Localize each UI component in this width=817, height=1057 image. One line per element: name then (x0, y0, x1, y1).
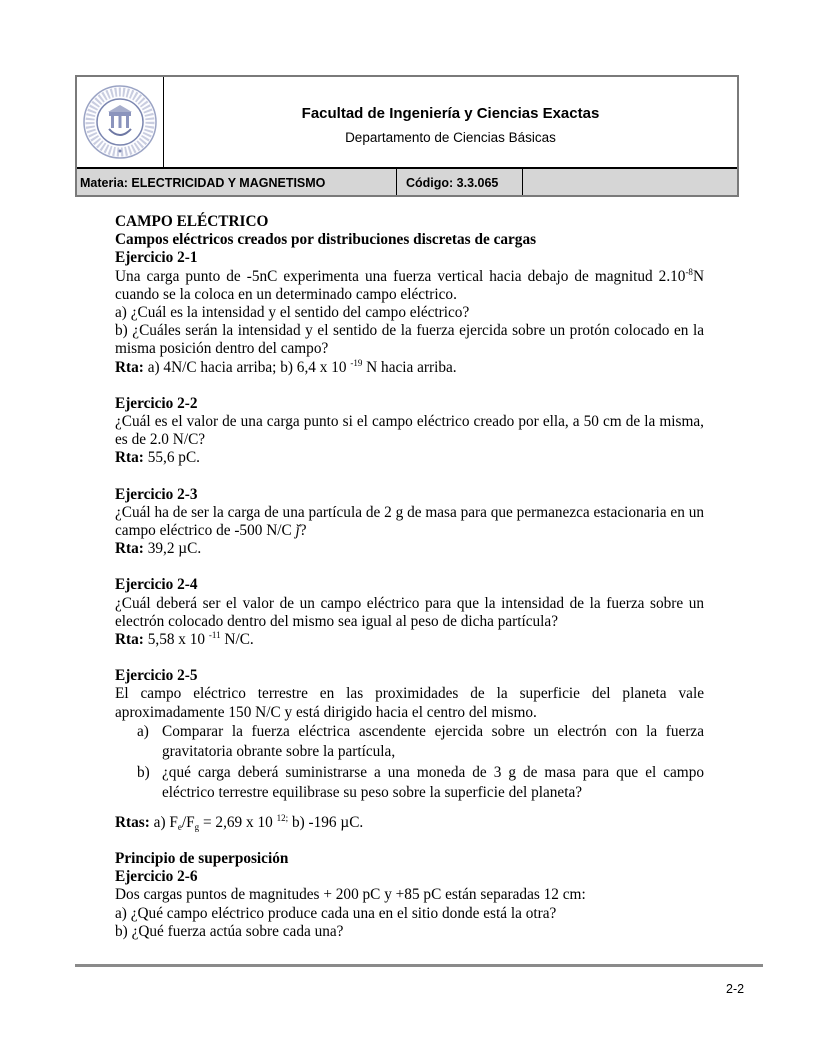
exercise-statement (115, 504, 704, 540)
exercise-statement: El campo eléctrico terrestre en las proximidades de la superficie del planeta vale aproximadamente 150 N/C y está dirigido hacia el centro del mismo. (115, 685, 704, 721)
statement-text: Una carga punto de -5nC experimenta una fuerza vertical hacia debajo de magnitud 2.10 (115, 267, 686, 285)
exercise-title: Ejercicio 2-4 (115, 576, 198, 594)
answer-text: 5,58 x 10 (143, 631, 209, 649)
question-b: b) ¿Qué fuerza actúa sobre cada una? (115, 922, 344, 940)
list-marker: b) (137, 763, 150, 781)
unit-vector-j: ǰ (295, 522, 300, 540)
document-body (115, 213, 704, 941)
university-seal-icon (81, 83, 159, 161)
answer-label: Rta: (115, 358, 144, 376)
header-bottom-row (77, 169, 737, 195)
exercise-items (115, 722, 704, 804)
exponent: 12; (276, 812, 289, 823)
section-title: CAMPO ELÉCTRICO (115, 213, 269, 230)
department-subtitle: Departamento de Ciencias Básicas (345, 130, 556, 145)
answer-label: Rta: (115, 449, 144, 467)
answer-label: Rta: (115, 540, 144, 558)
logo-cell (77, 77, 164, 167)
section-heading: Principio de superposición (115, 850, 289, 868)
header-top-row (77, 77, 737, 169)
answer-text: N/C. (220, 631, 254, 649)
header-table (75, 75, 739, 197)
question-b: b) ¿Cuáles serán la intensidad y el sentido de la fuerza ejercida sobre un protón colocado en la misma posición dentro del campo? (115, 322, 704, 358)
answer (115, 814, 704, 832)
exponent: -8 (685, 266, 693, 277)
empty-cell (524, 169, 737, 195)
footer-divider (75, 964, 763, 967)
exercise-statement (115, 268, 704, 304)
answer-text: 39,2 µC. (143, 540, 202, 558)
faculty-title: Facultad de Ingeniería y Ciencias Exactas (301, 105, 600, 122)
list-item (115, 763, 704, 804)
answer-text: a) 4N/C hacia arriba; b) 6,4 x 10 (143, 358, 351, 376)
code-cell: Código: 3.3.065 (398, 169, 523, 195)
answer-text: /F (181, 813, 195, 831)
header-title-cell (164, 77, 737, 167)
list-marker: a) (137, 722, 149, 740)
list-item (115, 722, 704, 763)
page-number: 2-2 (726, 982, 745, 996)
answer-label: Rtas: (115, 813, 150, 831)
answer (115, 449, 704, 467)
statement-text: N cuando se la coloca en un determinado campo eléctrico. (115, 267, 704, 303)
exercise-title: Ejercicio 2-3 (115, 485, 198, 503)
exercise-statement: ¿Cuál es el valor de una carga punto si el campo eléctrico creado por ella, a 50 cm de la misma, es de 2.0 N/C? (115, 413, 704, 449)
exercise-statement: Dos cargas puntos de magnitudes + 200 pC y +85 pC están separadas 12 cm: (115, 886, 586, 904)
list-item-text: Comparar la fuerza eléctrica ascendente ejercida sobre un electrón con la fuerza gravitatoria obrante sobre la partícula, (162, 722, 704, 761)
question-a: a) ¿Cuál es la intensidad y el sentido del campo eléctrico? (115, 304, 470, 322)
exercise-title: Ejercicio 2-2 (115, 394, 198, 412)
subject-cell: Materia: ELECTRICIDAD Y MAGNETISMO (77, 169, 397, 195)
exponent: -11 (208, 630, 221, 641)
statement-text: ¿Cuál ha de ser la carga de una partícula de 2 g de masa para que permanezca estacionaria en un campo eléctrico de -500 N/C (115, 503, 704, 540)
list-item-text: ¿qué carga deberá suministrarse a una moneda de 3 g de masa para que el campo eléctrico terrestre equilibrase su peso sobre la superficie del planeta? (162, 763, 704, 802)
answer (115, 631, 704, 649)
subsection-title: Campos eléctricos creados por distribuciones discretas de cargas (115, 231, 537, 249)
exercise-title: Ejercicio 2-6 (115, 868, 198, 886)
exercise-statement: ¿Cuál deberá ser el valor de un campo eléctrico para que la intensidad de la fuerza sobre un electrón colocado dentro del mismo sea igual al peso de dicha partícula? (115, 594, 704, 630)
answer (115, 359, 704, 377)
answer-text: 55,6 pC. (143, 449, 200, 467)
exercise-title: Ejercicio 2-5 (115, 667, 198, 685)
answer-label: Rta: (115, 631, 144, 649)
answer (115, 540, 704, 558)
answer-text: = 2,69 x 10 (199, 813, 277, 831)
answer-text: N hacia arriba. (362, 358, 457, 376)
answer-text: a) F (149, 813, 178, 831)
subscript: g (194, 821, 200, 832)
statement-text: ? (299, 522, 307, 540)
exponent: -19 (350, 357, 363, 368)
answer-text: b) -196 µC. (288, 813, 364, 831)
subscript: e (177, 821, 182, 832)
exercise-title: Ejercicio 2-1 (115, 249, 198, 267)
question-a: a) ¿Qué campo eléctrico produce cada una en el sitio donde está la otra? (115, 904, 557, 922)
